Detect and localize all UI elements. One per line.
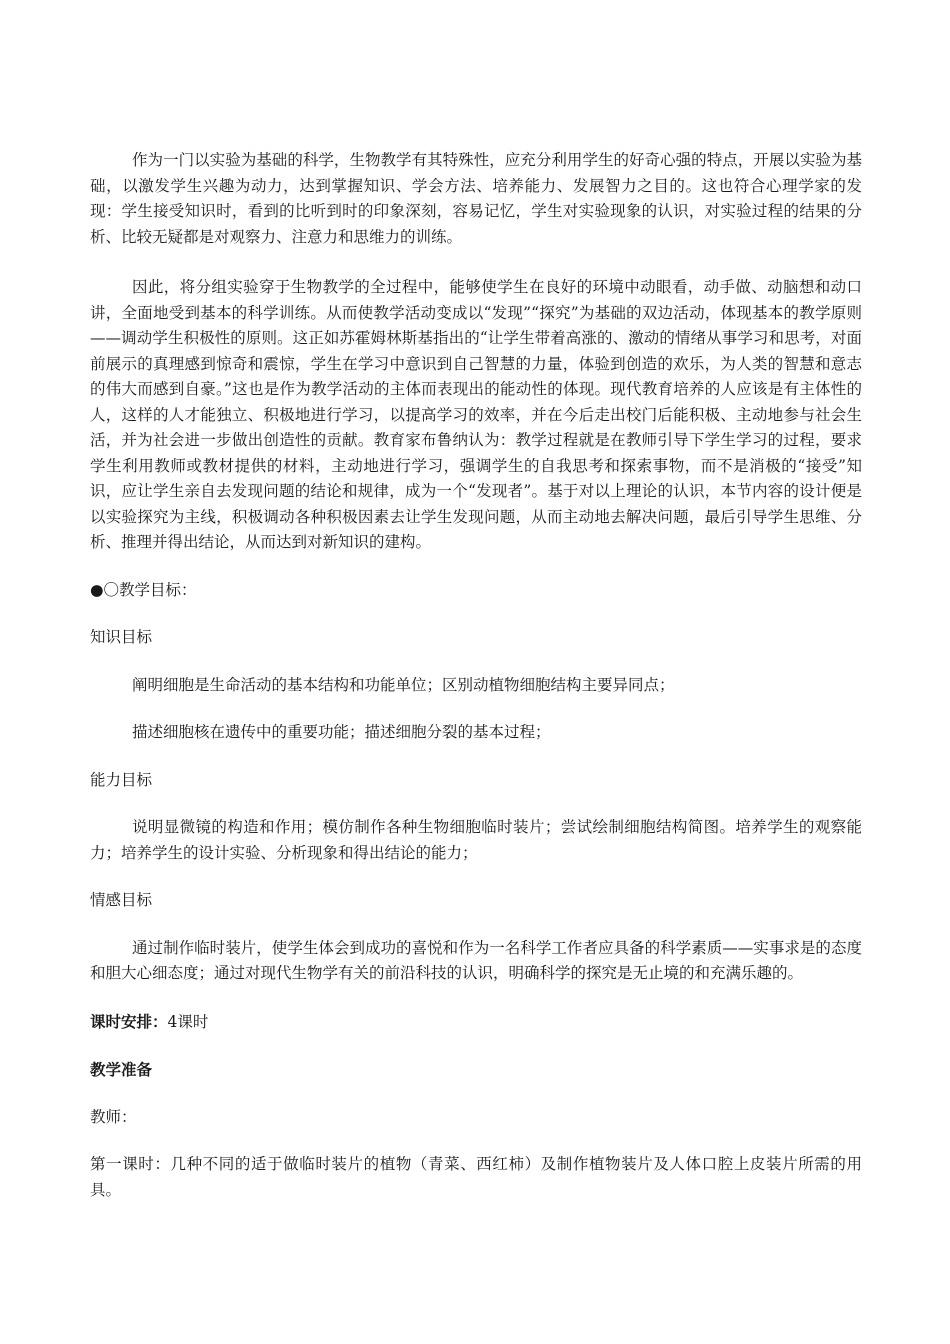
document-page [90, 148, 862, 1203]
ability-goals-heading: 能力目标 [90, 770, 153, 789]
teaching-goals-heading: ●〇教学目标： [90, 580, 197, 599]
schedule-value: 4课时 [167, 1012, 209, 1031]
schedule-label: 课时安排： [90, 1011, 168, 1031]
ability-goal-1: 说明显微镜的构造和作用；模仿制作各种生物细胞临时装片；尝试绘制细胞结构简图。培养学生的观察能力；培养学生的设计实验、分析现象和得出结论的能力； [90, 818, 862, 862]
knowledge-goal-2: 描述细胞核在遗传中的重要功能；描述细胞分裂的基本过程； [132, 723, 551, 741]
emotion-goal-1: 通过制作临时装片，使学生体会到成功的喜悦和作为一名科学工作者应具备的科学素质——实事求是的态度和胆大心细态度；通过对现代生物学有关的前沿科技的认识，明确科学的探究是无止境的和充满乐趣的。 [90, 938, 862, 982]
intro-paragraph-1: 作为一门以实验为基础的科学，生物教学有其特殊性，应充分利用学生的好奇心强的特点，开展以实验为基础，以激发学生兴趣为动力，达到掌握知识、学会方法、培养能力、发展智力之目的。这也符合心理学家的发现：学生接受知识时，看到的比听到时的印象深刻，容易记忆，学生对实验现象的认识，对实验过程的结果的分析、比较无疑都是对观察力、注意力和思维力的训练。 [90, 151, 862, 246]
teaching-prep-heading: 教学准备 [90, 1060, 153, 1079]
intro-paragraph-2: 因此，将分组实验穿于生物教学的全过程中，能够使学生在良好的环境中动眼看，动手做、动脑想和动口讲，全面地受到基本的科学训练。从而使教学活动变成以“发现”“探究”为基础的双边活动，体现基本的教学原则——调动学生积极性的原则。这正如苏霍姆林斯基指出的“让学生带着高涨的、激动的情绪从事学习和思考，对面前展示的真理感到惊奇和震惊，学生在学习中意识到自己智慧的力量，体验到创造的欢乐，为人类的智慧和意志的伟大而感到自豪。”这也是作为教学活动的主体而表现出的能动性的体现。现代教育培养的人应该是有主体性的人，这样的人才能独立、积极地进行学习，以提高学习的效率，并在今后走出校门后能积极、主动地参与社会生活，并为社会进一步做出创造性的贡献。教育家布鲁纳认为：教学过程就是在教师引导下学生学习的过程，要求学生利用教师或教材提供的材料，主动地进行学习，强调学生的自我思考和探索事物，而不是消极的“接受”知识，应让学生亲自去发现问题的结论和规律，成为一个“发现者”。基于对以上理论的认识，本节内容的设计便是以实验探究为主线，积极调动各种积极因素去让学生发现问题，从而主动地去解决问题，最后引导学生思维、分析、推理并得出结论，从而达到对新知识的建构。 [90, 278, 862, 551]
emotion-goals-heading: 情感目标 [90, 891, 153, 909]
schedule-line [90, 1009, 862, 1036]
knowledge-goal-1: 阐明细胞是生命活动的基本结构和功能单位；区别动植物细胞结构主要异同点； [132, 675, 675, 694]
lesson-1-materials: 第一课时：几种不同的适于做临时装片的植物（青菜、西红柿）及制作植物装片及人体口腔上皮装片所需的用具。 [90, 1155, 862, 1199]
knowledge-goals-heading: 知识目标 [90, 628, 153, 646]
teacher-label: 教师： [90, 1107, 137, 1126]
